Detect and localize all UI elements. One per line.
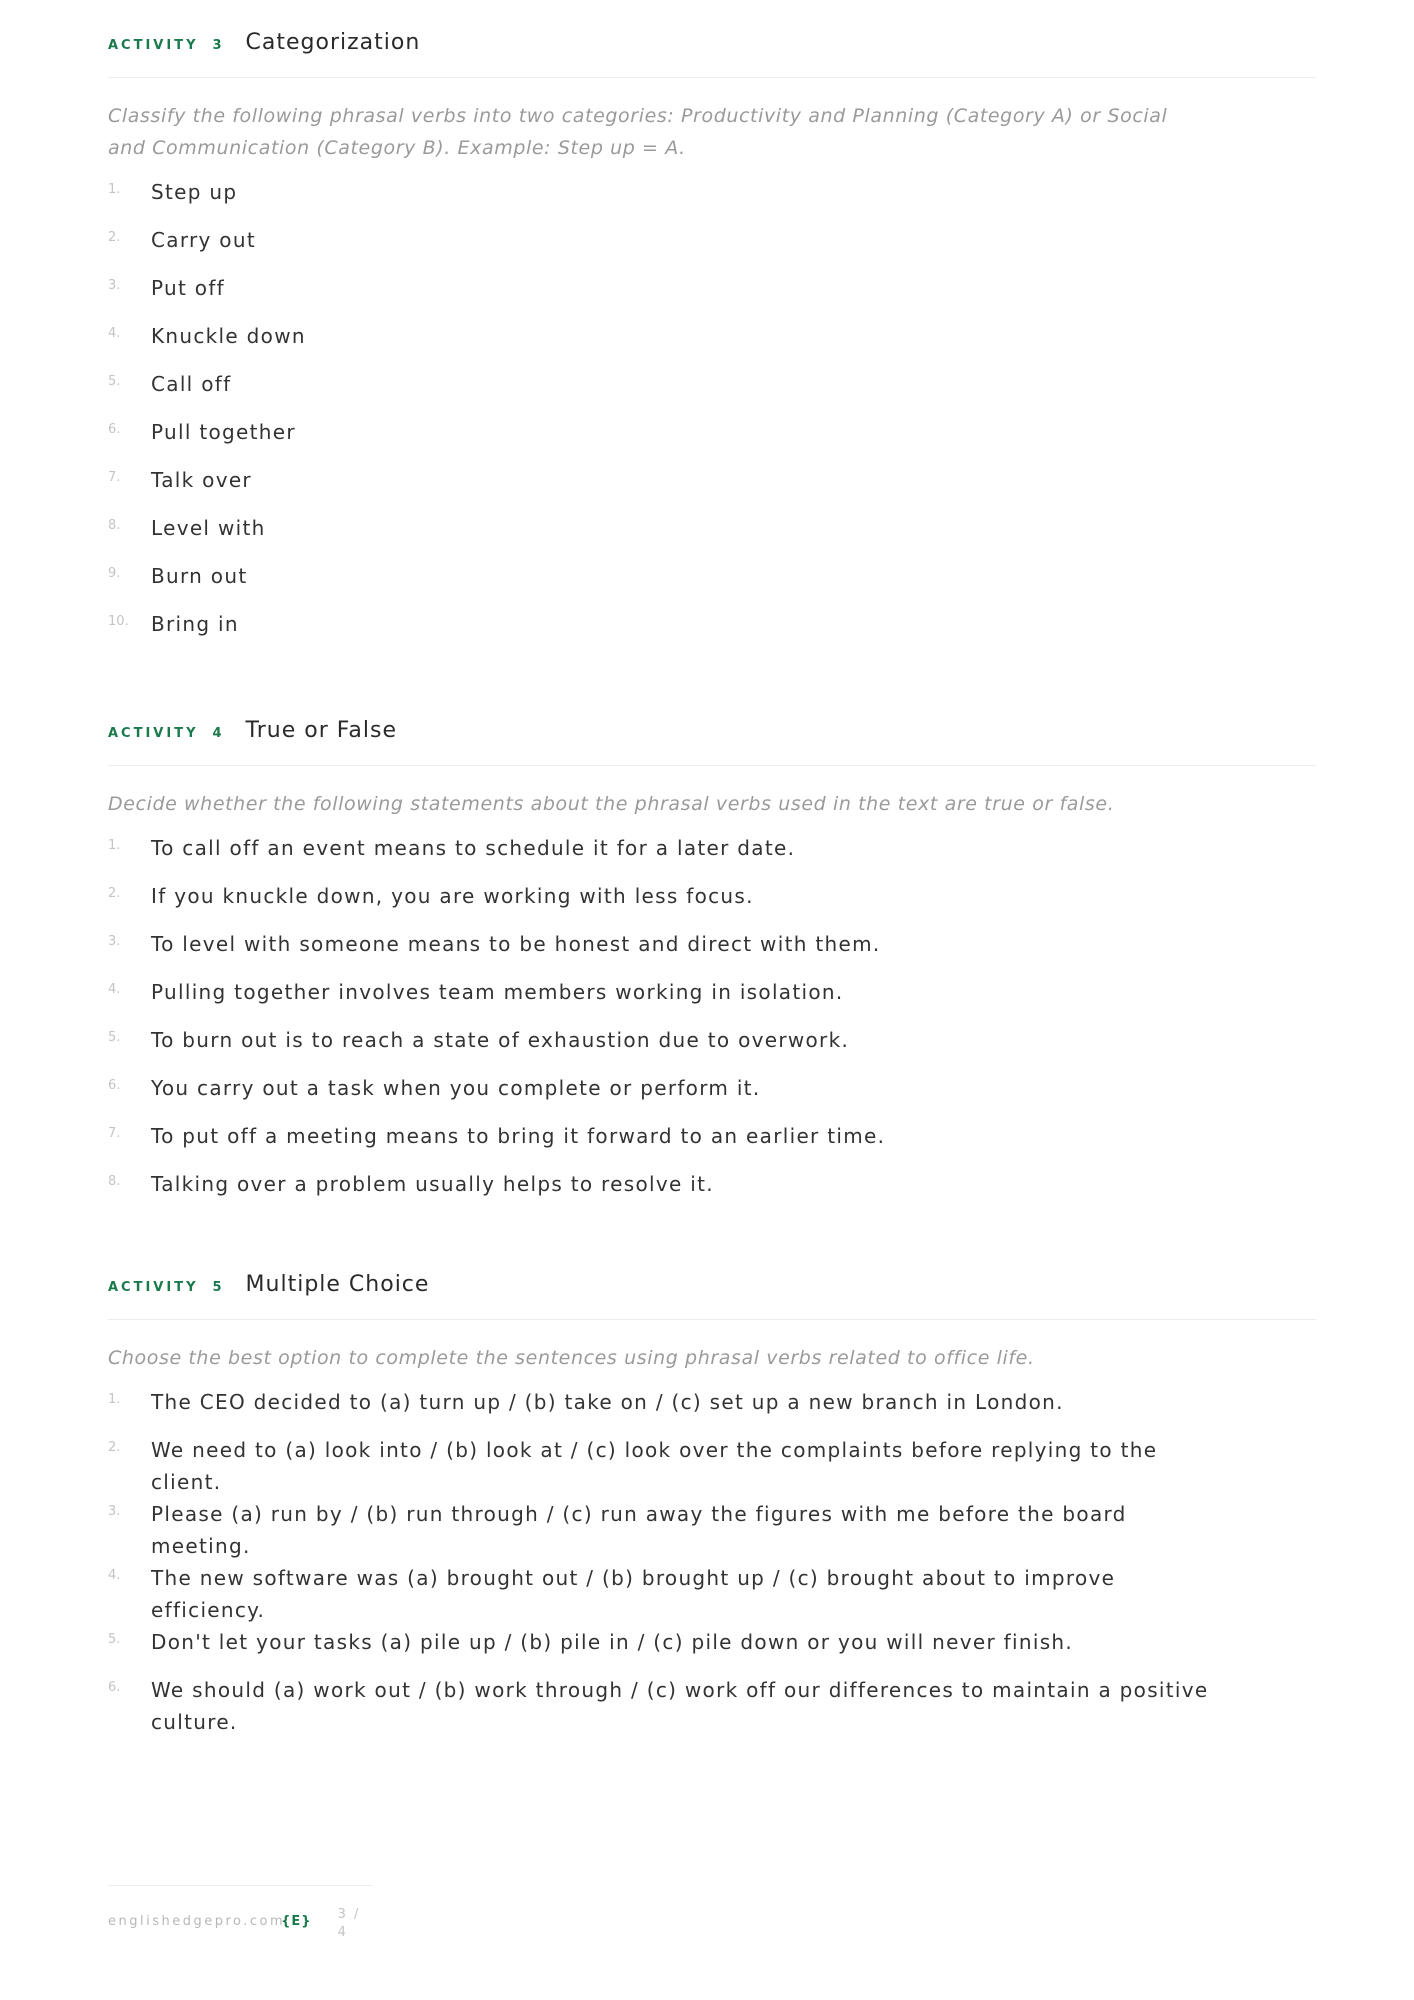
item-text: Please (a) run by / (b) run through / (c) run away the figures with me before the board meeting.	[151, 1502, 1127, 1558]
activity-instructions: Decide whether the following statements about the phrasal verbs used in the text are true or false.	[108, 793, 1115, 815]
item-text: Talk over	[151, 468, 252, 492]
page-footer	[108, 1885, 373, 1942]
item-text: Call off	[151, 372, 232, 396]
item-number: 1.	[108, 838, 121, 853]
footer-site-url: englishedgepro.com	[108, 1914, 286, 1929]
item-list	[108, 1386, 1316, 1738]
item-number: 5.	[108, 374, 121, 389]
list-item	[108, 1674, 1316, 1738]
item-number: 4.	[108, 1568, 121, 1583]
activity-title: True or False	[245, 718, 397, 743]
item-text: To burn out is to reach a state of exhaustion due to overwork.	[151, 1028, 850, 1052]
item-text: We need to (a) look into / (b) look at / (c) look over the complaints before replying to the client.	[151, 1438, 1158, 1494]
activity-5-multiple-choice	[108, 1272, 1316, 1738]
activity-kicker: ACTIVITY	[108, 1280, 199, 1295]
item-list	[108, 832, 1316, 1216]
item-text: Pulling together involves team members working in isolation.	[151, 980, 844, 1004]
list-item	[108, 560, 1316, 608]
activity-header	[108, 30, 1316, 78]
item-text: Burn out	[151, 564, 248, 588]
activity-header	[108, 718, 1316, 766]
list-item	[108, 1072, 1316, 1120]
activity-kicker: ACTIVITY	[108, 38, 199, 53]
item-number: 6.	[108, 422, 121, 437]
item-text: Step up	[151, 180, 238, 204]
item-text: You carry out a task when you complete or perform it.	[151, 1076, 761, 1100]
list-item	[108, 976, 1316, 1024]
list-item	[108, 368, 1316, 416]
list-item	[108, 512, 1316, 560]
item-number: 1.	[108, 1392, 121, 1407]
item-number: 2.	[108, 230, 121, 245]
item-text: If you knuckle down, you are working with less focus.	[151, 884, 754, 908]
item-number: 10.	[108, 614, 129, 629]
list-item	[108, 880, 1316, 928]
item-number: 3.	[108, 1504, 121, 1519]
list-item	[108, 416, 1316, 464]
item-number: 3.	[108, 934, 121, 949]
item-number: 9.	[108, 566, 121, 581]
page-number: 3 / 4	[337, 1907, 361, 1940]
item-text: The new software was (a) brought out / (b) brought up / (c) brought about to improve efficiency.	[151, 1566, 1116, 1622]
item-text: Carry out	[151, 228, 256, 252]
list-item	[108, 928, 1316, 976]
list-item	[108, 224, 1316, 272]
activity-number: 3	[212, 38, 222, 53]
item-text: Pull together	[151, 420, 296, 444]
activity-header	[108, 1272, 1316, 1320]
activity-4-true-or-false	[108, 718, 1316, 1216]
item-number: 5.	[108, 1030, 121, 1045]
item-text: Don't let your tasks (a) pile up / (b) pile in / (c) pile down or you will never finish.	[151, 1630, 1074, 1654]
activity-title: Categorization	[245, 30, 421, 55]
list-item	[108, 832, 1316, 880]
item-text: Bring in	[151, 612, 239, 636]
list-item	[108, 1498, 1316, 1562]
item-number: 4.	[108, 326, 121, 341]
item-number: 7.	[108, 1126, 121, 1141]
item-number: 4.	[108, 982, 121, 997]
list-item	[108, 1024, 1316, 1072]
list-item	[108, 608, 1316, 656]
item-number: 1.	[108, 182, 121, 197]
list-item	[108, 1626, 1316, 1674]
item-number: 2.	[108, 1440, 121, 1455]
item-text: Put off	[151, 276, 226, 300]
item-text: Knuckle down	[151, 324, 306, 348]
item-number: 3.	[108, 278, 121, 293]
list-item	[108, 272, 1316, 320]
list-item	[108, 1434, 1316, 1498]
list-item	[108, 1168, 1316, 1216]
activity-kicker: ACTIVITY	[108, 726, 199, 741]
list-item	[108, 176, 1316, 224]
item-number: 2.	[108, 886, 121, 901]
brand-logo: {E}	[281, 1914, 312, 1929]
item-list	[108, 176, 1316, 656]
activity-3-categorization	[108, 30, 1316, 656]
item-text: Talking over a problem usually helps to resolve it.	[151, 1172, 714, 1196]
item-number: 6.	[108, 1078, 121, 1093]
item-text: We should (a) work out / (b) work through / (c) work off our differences to maintain a positive culture.	[151, 1678, 1209, 1734]
activity-instructions: Classify the following phrasal verbs into two categories: Productivity and Planning (Category A) or Social and Communication (Category B). Example: Step up = A.	[108, 105, 1168, 159]
list-item	[108, 1120, 1316, 1168]
item-text: To level with someone means to be honest and direct with them.	[151, 932, 881, 956]
list-item	[108, 1386, 1316, 1434]
activity-number: 5	[212, 1280, 222, 1295]
list-item	[108, 320, 1316, 368]
activity-title: Multiple Choice	[245, 1272, 430, 1297]
item-number: 6.	[108, 1680, 121, 1695]
list-item	[108, 464, 1316, 512]
activity-instructions: Choose the best option to complete the sentences using phrasal verbs related to office life.	[108, 1347, 1035, 1369]
item-text: The CEO decided to (a) turn up / (b) take on / (c) set up a new branch in London.	[151, 1390, 1064, 1414]
item-text: To put off a meeting means to bring it forward to an earlier time.	[151, 1124, 886, 1148]
item-text: To call off an event means to schedule it for a later date.	[151, 836, 796, 860]
item-number: 8.	[108, 1174, 121, 1189]
item-text: Level with	[151, 516, 266, 540]
item-number: 8.	[108, 518, 121, 533]
list-item	[108, 1562, 1316, 1626]
item-number: 5.	[108, 1632, 121, 1647]
activity-number: 4	[212, 726, 222, 741]
item-number: 7.	[108, 470, 121, 485]
